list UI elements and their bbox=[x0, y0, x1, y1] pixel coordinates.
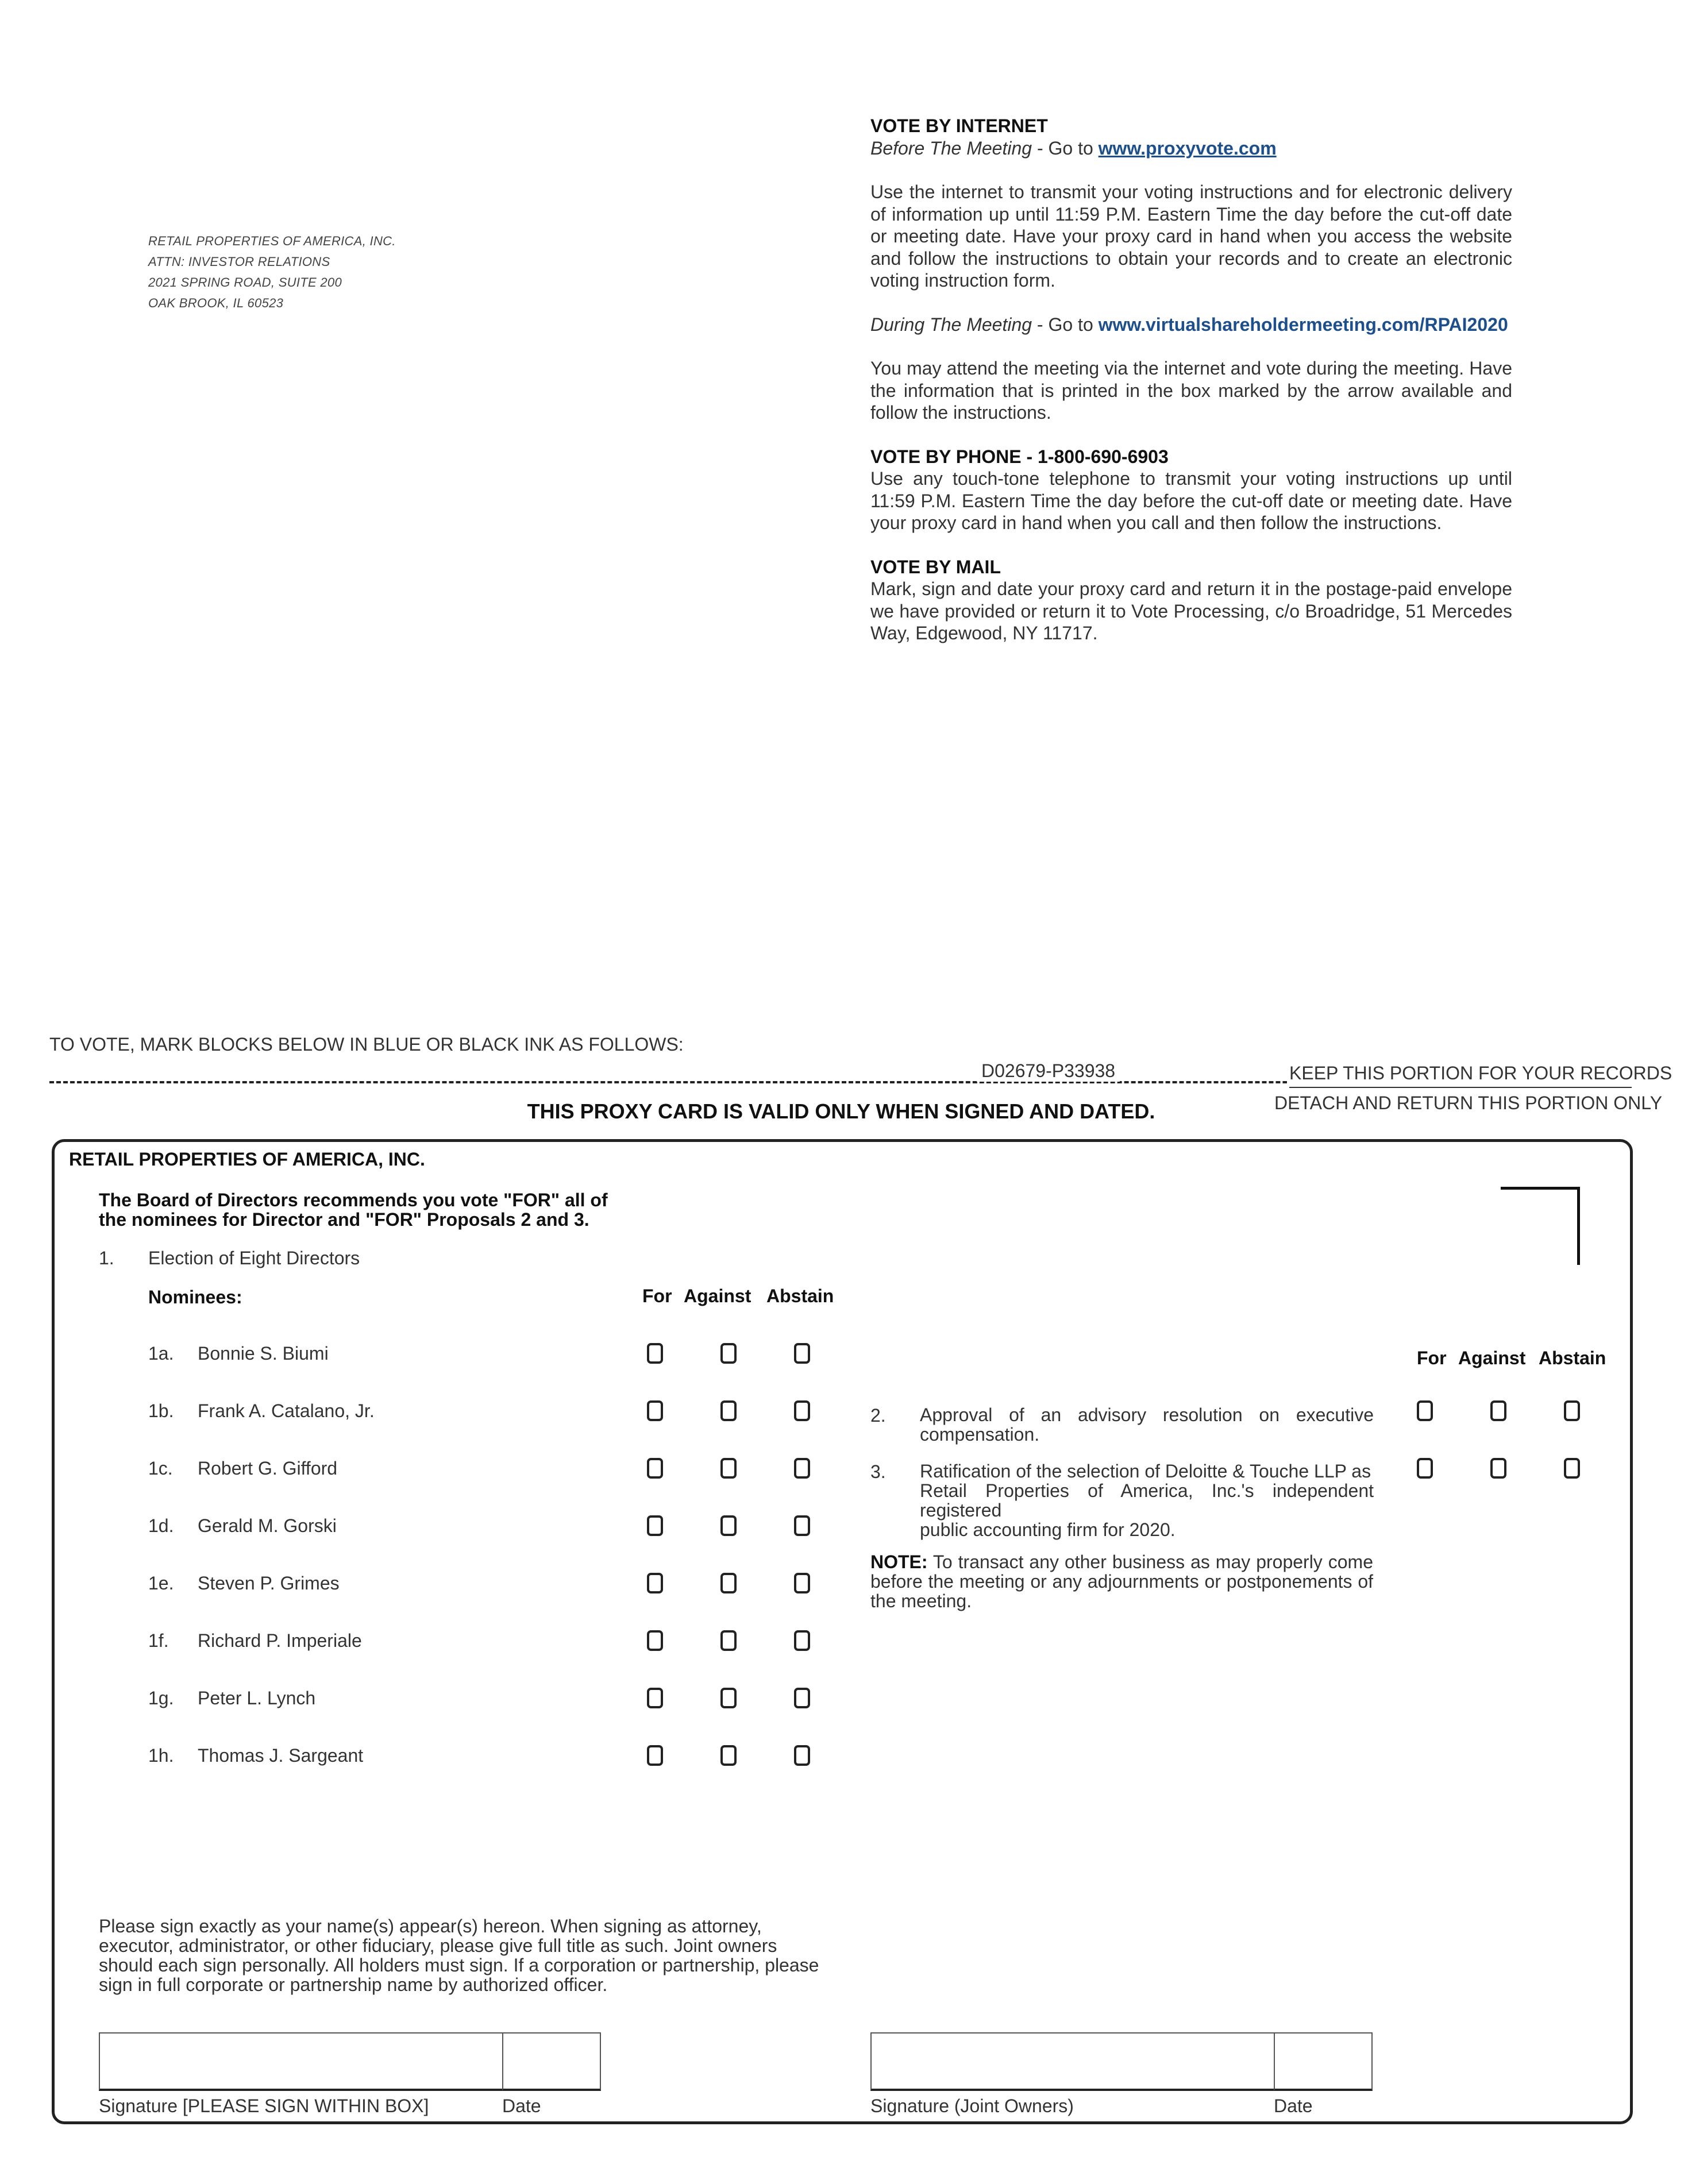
nominee-1d-abstain-checkbox[interactable] bbox=[794, 1515, 810, 1536]
proposal-3-text bbox=[920, 1461, 1374, 1539]
during-meeting-line bbox=[870, 314, 1512, 336]
control-code: D02679-P33938 bbox=[977, 1060, 1120, 1082]
valid-notice-text: THIS PROXY CARD IS VALID ONLY WHEN SIGNED AND DATED. bbox=[527, 1099, 1155, 1123]
mail-instructions: Mark, sign and date your proxy card and return it in the postage-paid envelope we have provided or return it to Vote Processing, c/o Broadridge, 51 Mercedes Way, Edgewood, NY 11717. bbox=[870, 578, 1512, 643]
joint-date-box[interactable] bbox=[1274, 2032, 1373, 2091]
virtual-meeting-link[interactable]: www.virtualshareholdermeeting.com/RPAI2020 bbox=[1098, 314, 1508, 335]
date-box[interactable] bbox=[502, 2032, 601, 2091]
signature-box[interactable] bbox=[99, 2032, 503, 2091]
nominee-name: Gerald M. Gorski bbox=[198, 1515, 337, 1536]
nominee-name: Robert G. Gifford bbox=[198, 1458, 338, 1479]
nominee-1h-abstain-checkbox[interactable] bbox=[794, 1745, 810, 1766]
return-address-line: ATTN: INVESTOR RELATIONS bbox=[148, 254, 330, 269]
col-header-abstain: Abstain bbox=[1539, 1348, 1606, 1368]
proposal-2-abstain-checkbox[interactable] bbox=[1564, 1400, 1580, 1421]
before-meeting-label: Before The Meeting bbox=[870, 137, 1032, 159]
nominee-1g-for-checkbox[interactable] bbox=[647, 1688, 663, 1708]
return-address-line: 2021 SPRING ROAD, SUITE 200 bbox=[148, 275, 342, 290]
nominee-id: 1h. bbox=[148, 1745, 174, 1766]
col-header-abstain: Abstain bbox=[766, 1286, 834, 1306]
nominee-1c-against-checkbox[interactable] bbox=[720, 1458, 737, 1479]
voting-instructions bbox=[870, 115, 1512, 645]
nominee-1b-abstain-checkbox[interactable] bbox=[794, 1400, 810, 1421]
during-meeting-label: During The Meeting bbox=[870, 314, 1032, 335]
joint-date-label: Date bbox=[1274, 2096, 1313, 2116]
nominee-id: 1a. bbox=[148, 1343, 174, 1364]
proposal-2-for-checkbox[interactable] bbox=[1417, 1400, 1433, 1421]
vote-internet-heading: VOTE BY INTERNET bbox=[870, 115, 1048, 136]
nominee-1g-abstain-checkbox[interactable] bbox=[794, 1688, 810, 1708]
signature-label: Signature [PLEASE SIGN WITHIN BOX] bbox=[99, 2096, 429, 2116]
proposal-line: public accounting firm for 2020. bbox=[920, 1519, 1176, 1540]
col-header-against: Against bbox=[1458, 1348, 1526, 1368]
keep-underline bbox=[1289, 1087, 1632, 1088]
col-header-for: For bbox=[1417, 1348, 1447, 1368]
nominee-1a-against-checkbox[interactable] bbox=[720, 1343, 737, 1364]
nominee-1f-for-checkbox[interactable] bbox=[647, 1630, 663, 1651]
nominee-1c-for-checkbox[interactable] bbox=[647, 1458, 663, 1479]
col-header-against: Against bbox=[684, 1286, 751, 1306]
proposal-3-number: 3. bbox=[870, 1461, 886, 1482]
nominee-name: Bonnie S. Biumi bbox=[198, 1343, 329, 1364]
nominee-1e-abstain-checkbox[interactable] bbox=[794, 1573, 810, 1593]
nominee-id: 1b. bbox=[148, 1400, 174, 1421]
card-company-name: RETAIL PROPERTIES OF AMERICA, INC. bbox=[69, 1149, 425, 1170]
note-label: NOTE: bbox=[870, 1552, 928, 1572]
nominees-heading: Nominees: bbox=[148, 1287, 242, 1307]
nominee-1a-for-checkbox[interactable] bbox=[647, 1343, 663, 1364]
go-to-text: - Go to bbox=[1032, 137, 1099, 159]
col-header-for: For bbox=[642, 1286, 672, 1306]
item-1-number: 1. bbox=[99, 1248, 114, 1268]
detach-portion-label: DETACH AND RETURN THIS PORTION ONLY bbox=[1274, 1093, 1663, 1113]
nominee-name: Frank A. Catalano, Jr. bbox=[198, 1400, 375, 1421]
recommendation-line: The Board of Directors recommends you vote "FOR" all of bbox=[99, 1190, 608, 1210]
joint-signature-label: Signature (Joint Owners) bbox=[870, 2096, 1074, 2116]
mark-instructions: TO VOTE, MARK BLOCKS BELOW IN BLUE OR BLACK INK AS FOLLOWS: bbox=[49, 1034, 684, 1055]
nominee-id: 1f. bbox=[148, 1630, 169, 1651]
return-address-line: OAK BROOK, IL 60523 bbox=[148, 296, 284, 310]
before-meeting-line bbox=[870, 137, 1512, 160]
nominee-name: Steven P. Grimes bbox=[198, 1573, 340, 1593]
proposal-line: Retail Properties of America, Inc.'s independent registered bbox=[920, 1480, 1374, 1521]
recommendation-line: the nominees for Director and "FOR" Proposals 2 and 3. bbox=[99, 1209, 589, 1230]
nominee-1h-against-checkbox[interactable] bbox=[720, 1745, 737, 1766]
nominee-id: 1g. bbox=[148, 1688, 174, 1708]
proposal-3-abstain-checkbox[interactable] bbox=[1564, 1458, 1580, 1479]
proposal-2-text bbox=[920, 1405, 1374, 1444]
note-body: To transact any other business as may properly come before the meeting or any adjournments or postponements of the meeting. bbox=[870, 1552, 1373, 1611]
proposal-line: Approval of an advisory resolution on executive bbox=[920, 1404, 1374, 1425]
joint-signature-box[interactable] bbox=[870, 2032, 1275, 2091]
nominee-1d-against-checkbox[interactable] bbox=[720, 1515, 737, 1536]
nominee-id: 1c. bbox=[148, 1458, 173, 1479]
keep-portion-label: KEEP THIS PORTION FOR YOUR RECORDS bbox=[1287, 1063, 1674, 1084]
vote-mail-heading: VOTE BY MAIL bbox=[870, 556, 1001, 577]
nominee-1a-abstain-checkbox[interactable] bbox=[794, 1343, 810, 1364]
nominee-1e-against-checkbox[interactable] bbox=[720, 1573, 737, 1593]
nominee-1c-abstain-checkbox[interactable] bbox=[794, 1458, 810, 1479]
proposal-2-number: 2. bbox=[870, 1405, 886, 1426]
nominee-1g-against-checkbox[interactable] bbox=[720, 1688, 737, 1708]
nominee-name: Richard P. Imperiale bbox=[198, 1630, 362, 1651]
proposal-3-for-checkbox[interactable] bbox=[1417, 1458, 1433, 1479]
proxyvote-link[interactable]: www.proxyvote.com bbox=[1098, 137, 1277, 159]
nominee-1h-for-checkbox[interactable] bbox=[647, 1745, 663, 1766]
during-meeting-instructions: You may attend the meeting via the internet and vote during the meeting. Have the information that is printed in the box marked by the arrow available and follow the instructions. bbox=[870, 358, 1512, 423]
board-recommendation bbox=[99, 1190, 608, 1229]
vote-phone-heading: VOTE BY PHONE - 1-800-690-6903 bbox=[870, 446, 1169, 467]
nominee-1d-for-checkbox[interactable] bbox=[647, 1515, 663, 1536]
proposal-3-against-checkbox[interactable] bbox=[1490, 1458, 1506, 1479]
return-address bbox=[148, 231, 396, 314]
proposal-line: Ratification of the selection of Deloitte & Touche LLP as bbox=[920, 1461, 1371, 1481]
internet-instructions: Use the internet to transmit your voting instructions and for electronic delivery of information up until 11:59 P.M. Eastern Time the day before the cut-off date or meeting date. Have your proxy card in hand when you access the website and follow the instructions to obtain your records and to create an electronic voting instruction form. bbox=[870, 182, 1512, 291]
nominee-name: Peter L. Lynch bbox=[198, 1688, 316, 1708]
nominee-id: 1e. bbox=[148, 1573, 174, 1593]
proposal-2-against-checkbox[interactable] bbox=[1490, 1400, 1506, 1421]
valid-notice bbox=[0, 1099, 1688, 1124]
nominee-1b-against-checkbox[interactable] bbox=[720, 1400, 737, 1421]
nominee-1f-against-checkbox[interactable] bbox=[720, 1630, 737, 1651]
nominee-1e-for-checkbox[interactable] bbox=[647, 1573, 663, 1593]
nominee-id: 1d. bbox=[148, 1515, 174, 1536]
proposal-line: compensation. bbox=[920, 1424, 1040, 1445]
registration-corner-mark bbox=[1501, 1187, 1580, 1265]
nominee-name: Thomas J. Sargeant bbox=[198, 1745, 364, 1766]
item-1-title: Election of Eight Directors bbox=[148, 1248, 360, 1268]
return-address-line: RETAIL PROPERTIES OF AMERICA, INC. bbox=[148, 234, 396, 248]
go-to-text: - Go to bbox=[1032, 314, 1099, 335]
nominee-1b-for-checkbox[interactable] bbox=[647, 1400, 663, 1421]
date-label: Date bbox=[502, 2096, 541, 2116]
phone-instructions: Use any touch-tone telephone to transmit your voting instructions up until 11:59 P.M. Eastern Time the day before the cut-off date or meeting date. Have your proxy card in hand when you call and then follow the instructions. bbox=[870, 468, 1512, 533]
note-text bbox=[870, 1552, 1373, 1611]
nominee-1f-abstain-checkbox[interactable] bbox=[794, 1630, 810, 1651]
signature-instructions: Please sign exactly as your name(s) appear(s) hereon. When signing as attorney, executor, administrator, or other fiduciary, please give full title as such. Joint owners should each sign personally. All holders must sign. If a corporation or partnership, please sign in full corporate or partnership name by authorized officer. bbox=[99, 1916, 819, 1995]
